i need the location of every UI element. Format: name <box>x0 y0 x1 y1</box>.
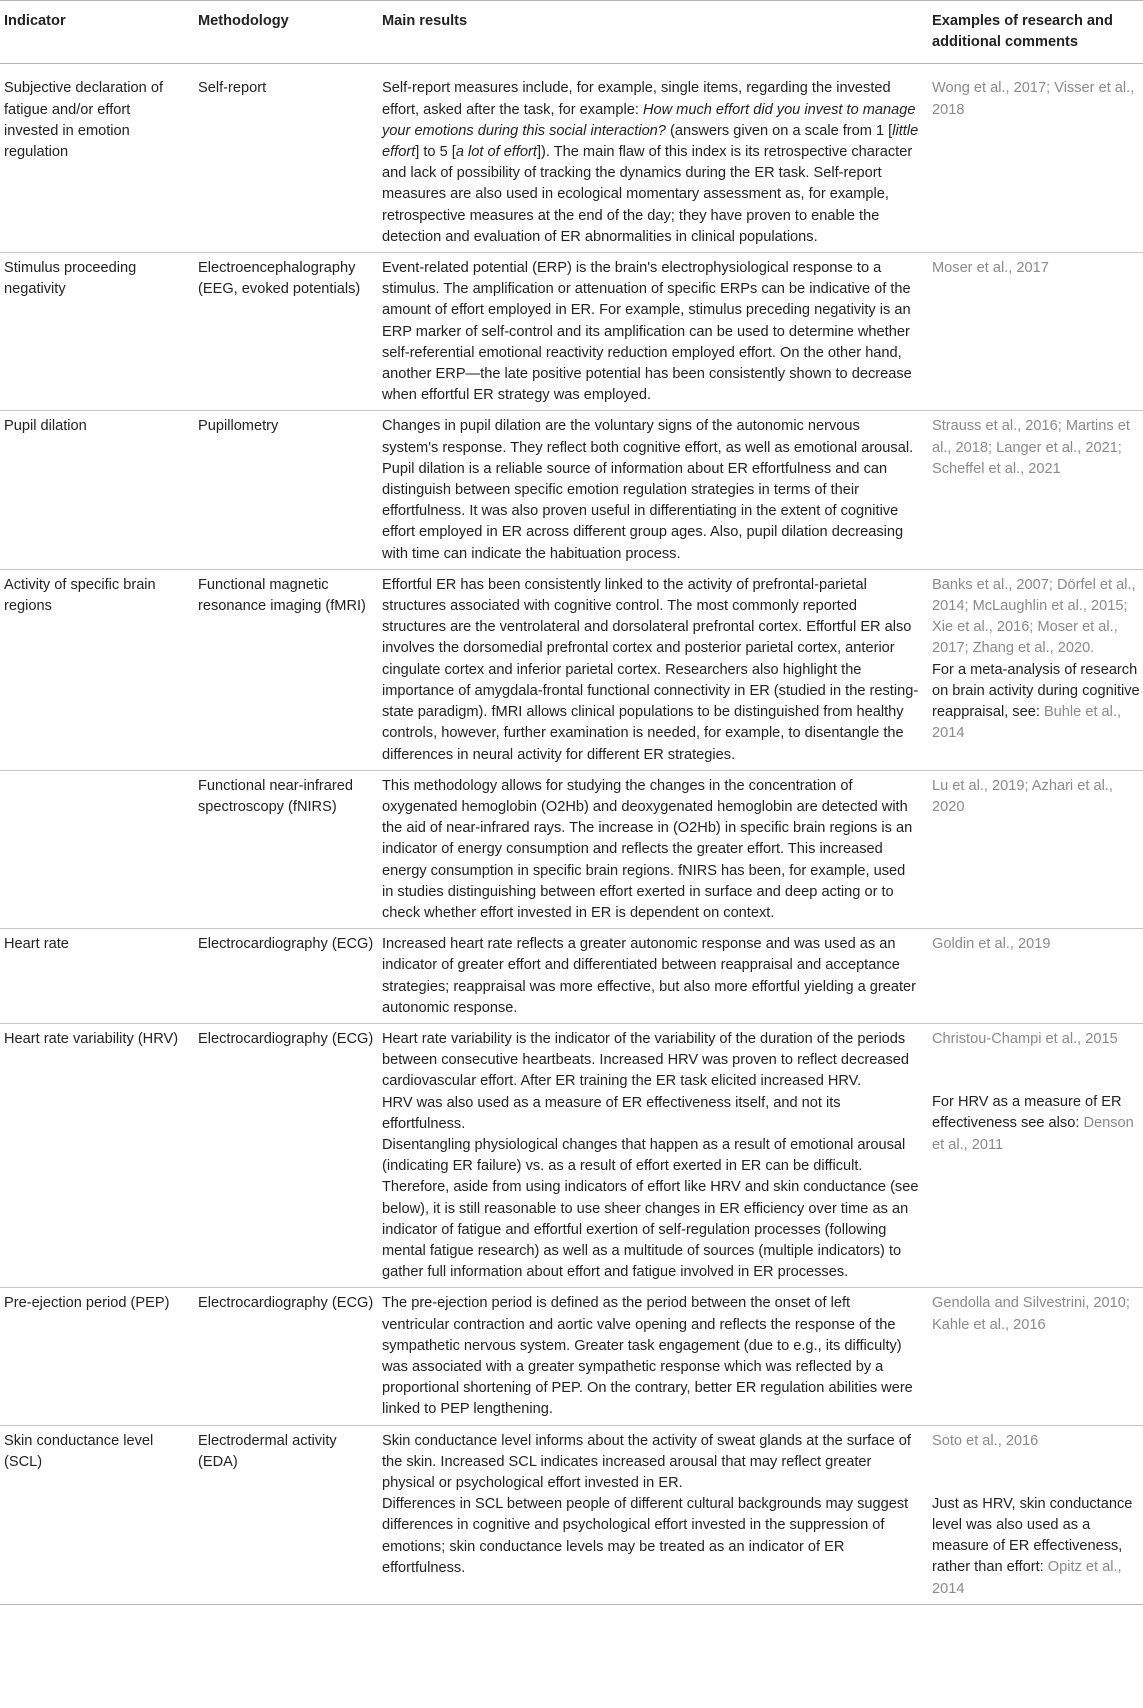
comment-text <box>932 1494 1143 1600</box>
table-row <box>0 929 1143 1024</box>
cell-references[interactable]: Wong et al., 2017; Visser et al., 2018 <box>924 64 1143 253</box>
header-methodology: Methodology <box>190 1 382 64</box>
reference-list[interactable]: Christou-Champi et al., 2015 <box>932 1030 1118 1047</box>
results-paragraph: Disentangling physiological changes that happen as a result of emotional arousal (indicating ER failure) vs. as a result of effort exerted in ER can be difficult. Therefore, aside from using indicators of effort like HRV and skin conductance (see below), it is still reasonable to use sheer changes in ER efficiency over time as an indicator of fatigue and effortful exertion of self-regulation processes (following mental fatigue research) as well as a multitude of sources (multiple indicators) to gather full information about effort and fatigue involved in ER processes. <box>382 1136 919 1281</box>
table-row <box>0 1288 1143 1425</box>
table-header-row <box>0 1 1143 64</box>
results-text: Self-report measures include, for example, single items, regarding the invested effort, asked after the task, for example: <box>382 80 891 118</box>
results-paragraph: HRV was also used as a measure of ER effectiveness itself, and not its effortfulness. <box>382 1094 841 1132</box>
header-main-results: Main results <box>382 1 924 64</box>
cell-references[interactable]: Strauss et al., 2016; Martins et al., 2018; Langer et al., 2021; Scheffel et al., 2021 <box>924 411 1143 569</box>
cell-indicator: Heart rate variability (HRV) <box>0 1023 190 1287</box>
comment-text <box>932 1092 1143 1156</box>
table-row <box>0 770 1143 928</box>
results-italic: a lot of effort <box>455 144 537 161</box>
results-italic: How much effort did you invest to manage your emotions during this social interaction? <box>382 101 916 139</box>
cell-results: This methodology allows for studying the changes in the concentration of oxygenated hemoglobin (O2Hb) and deoxygenated hemoglobin are detected with the aid of near-infrared rays. The increase in (O2Hb) in specific brain regions is an indicator of energy consumption and reflects the greater effort. This increased energy consumption in specific brain regions. fNIRS has been, for example, used in studies distinguishing between effort exerted in surface and deep acting or to check whether effort invested in ER is dependent on context. <box>382 770 924 928</box>
cell-references <box>924 1425 1143 1604</box>
cell-results <box>382 64 924 253</box>
table-row <box>0 1023 1143 1287</box>
table-row <box>0 411 1143 569</box>
cell-methodology: Pupillometry <box>190 411 382 569</box>
reference-list[interactable]: Banks et al., 2007; Dörfel et al., 2014; McLaughlin et al., 2015; Xie et al., 2016; Moser et al., 2017; Zhang et al., 2020. <box>932 576 1136 657</box>
results-text: (answers given on a scale from 1 [ <box>665 122 893 139</box>
cell-results <box>382 1023 924 1287</box>
comment-reference[interactable]: Opitz et al., 2014 <box>932 1559 1122 1597</box>
cell-references[interactable]: Moser et al., 2017 <box>924 253 1143 411</box>
cell-indicator: Pre-ejection period (PEP) <box>0 1288 190 1425</box>
cell-results: Increased heart rate reflects a greater autonomic response and was used as an indicator of greater effort and differentiated between reappraisal and acceptance strategies; reappraisal was more effective, but also more effortful yielding a greater autonomic response. <box>382 929 924 1024</box>
spacer <box>932 1452 1143 1494</box>
cell-references <box>924 569 1143 770</box>
cell-results: Changes in pupil dilation are the voluntary signs of the autonomic nervous system's response. They reflect both cognitive effort, as well as emotional arousal. Pupil dilation is a reliable source of information about ER effortfulness and can distinguish between specific emotion regulation strategies in terms of their effortfulness. It was also proven useful in differentiating in the extent of cognitive effort employed in ER across different group ages. Also, pupil dilation decreasing with time can indicate the habituation process. <box>382 411 924 569</box>
cell-results: Event-related potential (ERP) is the brain's electrophysiological response to a stimulus. The amplification or attenuation of specific ERPs can be indicative of the amount of effort employed in ER. For example, stimulus preceding negativity is an ERP marker of self-control and its amplification can be used to determine whether self-referential emotional reactivity reduction employed effort. On the other hand, another ERP—the late positive potential has been consistently shown to decrease when effortful ER strategy was employed. <box>382 253 924 411</box>
results-paragraph: Skin conductance level informs about the activity of sweat glands at the surface of the skin. Increased SCL indicates increased arousal that may reflect greater physical or psychological effort invested in ER. <box>382 1432 911 1491</box>
header-indicator: Indicator <box>0 1 190 64</box>
cell-references <box>924 1023 1143 1287</box>
cell-methodology: Electrocardiography (ECG) <box>190 1023 382 1287</box>
cell-methodology: Functional near-infrared spectroscopy (fNIRS) <box>190 770 382 928</box>
comment-reference[interactable]: Denson et al., 2011 <box>932 1115 1134 1153</box>
comment-label: Just as HRV, skin conductance level was also used as a measure of ER effectiveness, rather than effort: <box>932 1495 1133 1576</box>
cell-methodology: Electrodermal activity (EDA) <box>190 1425 382 1604</box>
reference-list[interactable]: Soto et al., 2016 <box>932 1432 1039 1449</box>
cell-results: Effortful ER has been consistently linked to the activity of prefrontal-parietal structures associated with cognitive control. The most commonly reported structures are the ventrolateral and dorsolateral prefrontal cortex. Effortful ER also involves the dorsomedial prefrontal cortex and posterior parietal cortex, anterior cingulate cortex and inferior parietal cortex. Researchers also highlight the importance of amygdala-frontal functional connectivity in ER (studied in the resting-state paradigm). fMRI allows clinical populations to be distinguished from healthy controls, however, further examination is needed, for example, to disentangle the differences in neural activity for different ER strategies. <box>382 569 924 770</box>
cell-indicator: Subjective declaration of fatigue and/or effort invested in emotion regulation <box>0 64 190 253</box>
table-row <box>0 64 1143 253</box>
comment-reference[interactable]: Buhle et al., 2014 <box>932 704 1122 742</box>
cell-references[interactable]: Lu et al., 2019; Azhari et al., 2020 <box>924 770 1143 928</box>
comment-label: For HRV as a measure of ER effectiveness see also: <box>932 1094 1122 1132</box>
cell-indicator <box>0 770 190 928</box>
comment-label: For a meta-analysis of research on brain activity during cognitive reappraisal, see: <box>932 661 1140 721</box>
cell-methodology: Self-report <box>190 64 382 253</box>
header-examples: Examples of research and additional comments <box>924 1 1143 64</box>
table-row <box>0 253 1143 411</box>
cell-indicator: Skin conductance level (SCL) <box>0 1425 190 1604</box>
cell-methodology: Functional magnetic resonance imaging (fMRI) <box>190 569 382 770</box>
table-row <box>0 569 1143 770</box>
spacer <box>932 1050 1143 1092</box>
cell-indicator: Activity of specific brain regions <box>0 569 190 770</box>
cell-indicator: Pupil dilation <box>0 411 190 569</box>
cell-references[interactable]: Gendolla and Silvestrini, 2010; Kahle et al., 2016 <box>924 1288 1143 1425</box>
cell-methodology: Electroencephalography (EEG, evoked potentials) <box>190 253 382 411</box>
cell-indicator: Heart rate <box>0 929 190 1024</box>
results-text: ] to 5 [ <box>415 144 456 161</box>
cell-references[interactable]: Goldin et al., 2019 <box>924 929 1143 1024</box>
results-italic: little effort <box>382 122 919 161</box>
results-paragraph: Differences in SCL between people of different cultural backgrounds may suggest differences in cognitive and psychological effort invested in the suppression of emotions; skin conductance levels may be treated as an indicator of ER effortfulness. <box>382 1496 909 1576</box>
cell-methodology: Electrocardiography (ECG) <box>190 1288 382 1425</box>
cell-indicator: Stimulus proceeding negativity <box>0 253 190 411</box>
comment-text <box>932 660 1143 745</box>
table-row <box>0 1425 1143 1604</box>
results-text: ]). The main flaw of this index is its retrospective character and lack of possibility of tracking the dynamics during the ER task. Self-report measures are also used in ecological momentary assessment as, for example, retrospective measures at the end of the day; they have proven to enable the detection and evaluation of ER abnormalities in clinical populations. <box>382 144 913 245</box>
results-paragraph: Heart rate variability is the indicator of the variability of the duration of the periods between consecutive heartbeats. Increased HRV was proven to reflect decreased cardiovascular effort. After ER training the ER task elicited increased HRV. <box>382 1030 910 1090</box>
cell-results <box>382 1425 924 1604</box>
cell-results: The pre-ejection period is defined as the period between the onset of left ventricular contraction and aortic valve opening and reflects the response of the sympathetic nervous system. Greater task engagement (due to e.g., its difficulty) was associated with a greater sympathetic response which was reflected by a proportional shortening of PEP. On the contrary, better ER regulation abilities were linked to PEP lengthening. <box>382 1288 924 1425</box>
cell-methodology: Electrocardiography (ECG) <box>190 929 382 1024</box>
